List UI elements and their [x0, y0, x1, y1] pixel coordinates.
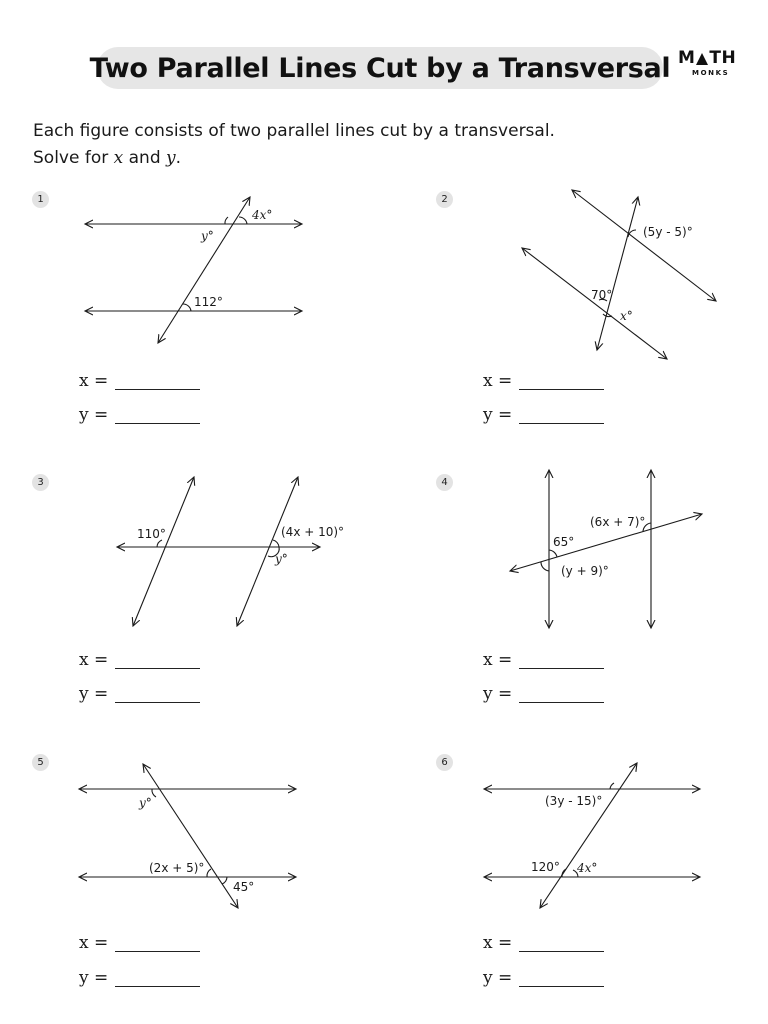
angle-arc	[610, 783, 614, 789]
answer-blank[interactable]	[519, 986, 604, 987]
angle-arc	[549, 550, 557, 557]
instructions-line-1: Each figure consists of two parallel lines cut by a transversal.	[33, 121, 555, 141]
angle-arc	[225, 217, 228, 224]
answer-x-field[interactable]: x =	[483, 650, 623, 674]
parallel-line	[572, 190, 716, 301]
angle-arc	[541, 562, 549, 571]
angle-label: 112°	[194, 295, 223, 309]
parallel-line	[522, 248, 667, 359]
problem-number-badge: 3	[32, 474, 49, 491]
problem-number-badge: 5	[32, 754, 49, 771]
answer-x-field[interactable]: x =	[79, 371, 219, 395]
angle-label: 110°	[137, 527, 166, 541]
angle-arc	[183, 304, 191, 311]
answer-x-field[interactable]: x =	[79, 933, 219, 957]
angle-label: (2x + 5)°	[149, 861, 205, 875]
answer-x-field[interactable]: x =	[483, 933, 623, 957]
angle-label: (5y - 5)°	[643, 225, 693, 239]
answer-blank[interactable]	[115, 423, 200, 424]
parallel-line	[133, 477, 194, 626]
problem-number-badge: 2	[436, 191, 453, 208]
angle-label: 45°	[233, 880, 255, 894]
answer-blank[interactable]	[115, 951, 200, 952]
answer-blank[interactable]	[115, 668, 200, 669]
problem-number-badge: 1	[32, 191, 49, 208]
worksheet-title-text: Two Parallel Lines Cut by a Transversal	[89, 52, 671, 84]
answer-blank[interactable]	[519, 389, 604, 390]
answer-y-field[interactable]: y =	[483, 405, 623, 429]
answer-blank[interactable]	[519, 951, 604, 952]
answer-blank[interactable]	[519, 423, 604, 424]
transversal-line	[143, 764, 238, 908]
answer-y-field[interactable]: y =	[483, 968, 623, 992]
angle-label: (4x + 10)°	[281, 525, 345, 539]
angle-label: x°	[620, 309, 633, 323]
angle-label: 70°	[591, 288, 613, 302]
angle-label: 65°	[553, 535, 575, 549]
transversal-line	[540, 763, 637, 908]
parallel-line	[237, 477, 298, 626]
angle-label: y°	[201, 229, 214, 243]
angle-arc	[222, 877, 227, 884]
answer-x-field[interactable]: x =	[79, 650, 219, 674]
answer-x-field[interactable]: x =	[483, 371, 623, 395]
answer-blank[interactable]	[115, 986, 200, 987]
angle-label: (6x + 7)°	[590, 515, 646, 529]
angle-arc	[207, 869, 211, 877]
answer-blank[interactable]	[115, 389, 200, 390]
angle-label: 4x°	[577, 861, 598, 875]
angle-label: (3y - 15)°	[545, 794, 603, 808]
angle-arc	[273, 540, 279, 547]
figure-3	[117, 477, 320, 626]
answer-blank[interactable]	[519, 702, 604, 703]
angle-label: y°	[139, 796, 152, 810]
figure-5	[79, 764, 296, 908]
logo-wordmark: M TH	[678, 48, 737, 68]
answer-blank[interactable]	[519, 668, 604, 669]
angle-arc	[152, 789, 156, 797]
angle-arc	[157, 540, 162, 547]
problem-number-badge: 6	[436, 754, 453, 771]
logo-subtitle: MONKS	[692, 69, 730, 77]
instructions-line-2: Solve for x and y.	[33, 148, 182, 168]
answer-blank[interactable]	[115, 702, 200, 703]
angle-label: 4x°	[252, 208, 273, 222]
answer-y-field[interactable]: y =	[483, 684, 623, 708]
figure-4	[510, 470, 702, 628]
figure-2	[522, 190, 716, 359]
angle-arc	[239, 217, 247, 224]
problem-number-badge: 4	[436, 474, 453, 491]
transversal-line	[158, 197, 250, 343]
angle-label: 120°	[531, 860, 560, 874]
answer-y-field[interactable]: y =	[79, 968, 219, 992]
answer-y-field[interactable]: y =	[79, 684, 219, 708]
angle-label: (y + 9)°	[561, 564, 609, 578]
figure-6	[484, 763, 700, 908]
angle-label: y°	[275, 552, 288, 566]
transversal-line	[597, 197, 638, 350]
answer-y-field[interactable]: y =	[79, 405, 219, 429]
